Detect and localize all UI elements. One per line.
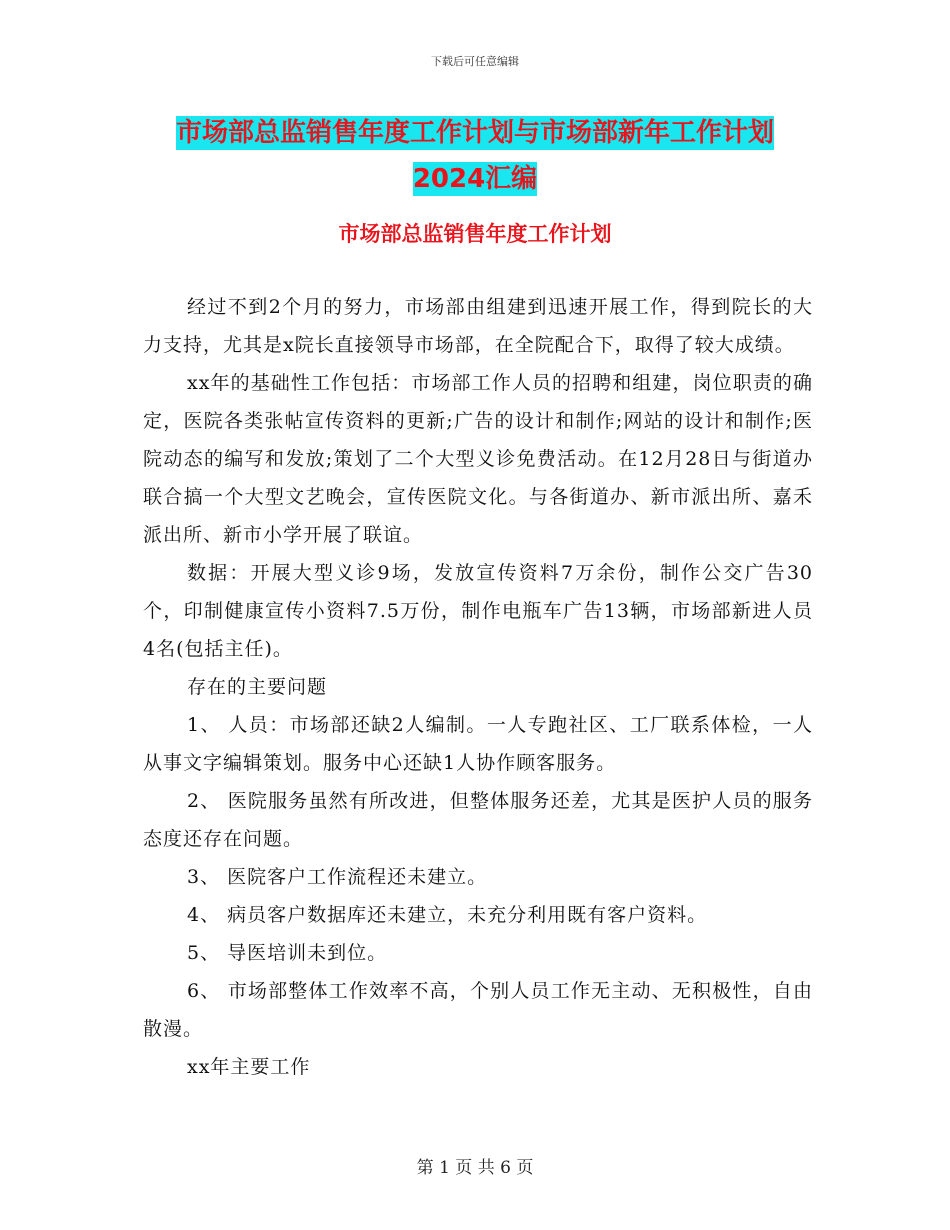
document-title [140, 110, 810, 202]
paragraph: 经过不到2个月的努力，市场部由组建到迅速开展工作，得到院长的大力支持，尤其是x院长直接领导市场部，在全院配合下，取得了较大成绩。 [143, 296, 813, 356]
title-line-1: 市场部总监销售年度工作计划与市场部新年工作计划 [175, 118, 774, 148]
document-body [143, 288, 813, 1086]
paragraph: 5、 导医培训未到位。 [187, 942, 388, 964]
page-footer: 第 1 页 共 6 页 [416, 1158, 534, 1178]
paragraph: xx年的基础性工作包括：市场部工作人员的招聘和组建，岗位职责的确定，医院各类张帖宣传资料的更新;广告的设计和制作;网站的设计和制作;医院动态的编写和发放;策划了二个大型义诊免费活动。在12月28日与街道办联合搞一个大型文艺晚会，宣传医院文化。与各街道办、新市派出所、嘉禾派出所、新市小学开展了联谊。 [143, 372, 813, 546]
paragraph: 3、 医院客户工作流程还未建立。 [187, 866, 488, 888]
header-note: 下载后可任意编辑 [431, 55, 519, 68]
title-line-2: 2024汇编 [412, 164, 538, 194]
paragraph: xx年主要工作 [187, 1056, 311, 1078]
section-title: 市场部总监销售年度工作计划 [338, 222, 612, 246]
paragraph: 1、 人员：市场部还缺2人编制。一人专跑社区、工厂联系体检，一人从事文字编辑策划。服务中心还缺1人协作顾客服务。 [143, 714, 813, 774]
paragraph: 存在的主要问题 [187, 676, 328, 698]
paragraph: 2、 医院服务虽然有所改进，但整体服务还差，尤其是医护人员的服务态度还存在问题。 [143, 790, 813, 850]
paragraph: 4、 病员客户数据库还未建立，未充分利用既有客户资料。 [187, 904, 708, 926]
paragraph: 6、 市场部整体工作效率不高，个别人员工作无主动、无积极性，自由散漫。 [143, 980, 813, 1040]
paragraph: 数据：开展大型义诊9场，发放宣传资料7万余份，制作公交广告30个，印制健康宣传小资料7.5万份，制作电瓶车广告13辆，市场部新进人员4名(包括主任)。 [143, 562, 813, 660]
